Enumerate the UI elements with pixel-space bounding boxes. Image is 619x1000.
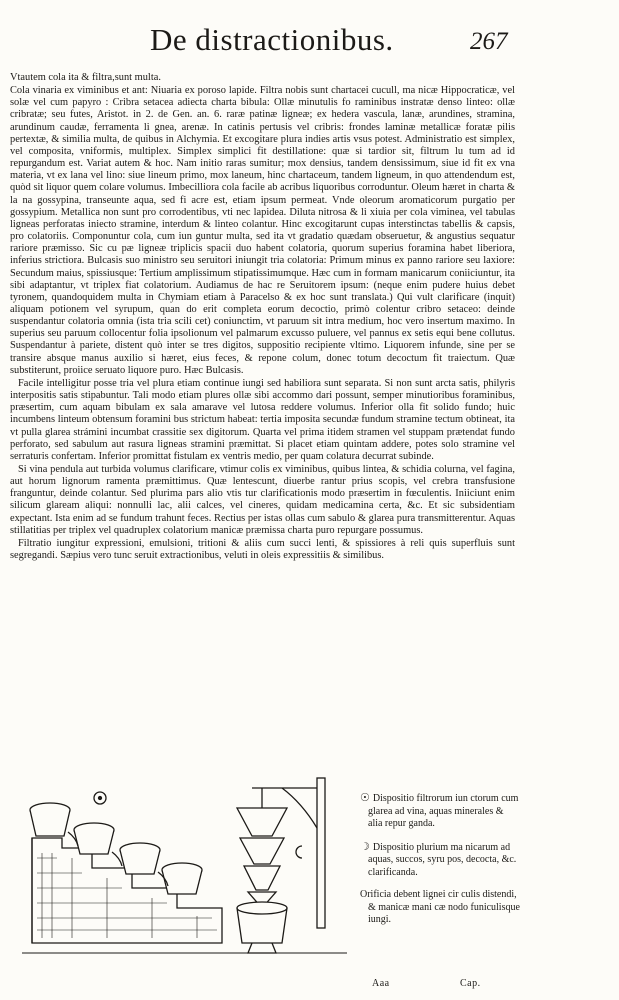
page-number: 267 bbox=[470, 28, 508, 55]
figure-captions bbox=[360, 792, 520, 937]
caption-2 bbox=[360, 841, 520, 880]
caption-1 bbox=[360, 792, 520, 831]
staircase-filter-apparatus bbox=[30, 792, 222, 943]
sun-symbol-icon: ☉ bbox=[360, 792, 370, 804]
moon-symbol-icon: ☽ bbox=[360, 840, 370, 853]
caption-1-text: Dispositio filtrorum iun ctorum cum glarea ad vina, aquas minerales & alia repur ganda. bbox=[368, 793, 519, 829]
body-text bbox=[10, 72, 515, 562]
paragraph-cola: Cola vinaria ex viminibus et ant: Niuaria ex poroso lapide. Filtra nobis sunt chartacei cucull, ma nicæ Hippocraticæ, vel solæ vel cum papyro : Cribra setacea adiecta charta bibula: Ollæ minutulis fo raminibus instratæ denso linteo: ollæ cribratæ; seu futes, Aristot. in 2. de Gen. an. 6. raræ patinæ ligneæ; ex hedera vascula, lanæ, arundines, stramina, arundinum caudæ, ferramenta li gnea, arenæ. In catinis pertusis vel cribris: frondes laminæ metallicæ foratæ pilis pertextæ, & similia multa, de quibus in Alchymia. Et excogitare plura indies artis vsus potest. Administratio est simplex, vel composita, vniformis, multiplex. Simplex simplici fit destillatione: quæ si tardior sit, filtrum lu tum ad id repurgandum est. Variat autem & hoc. Nam initio raras sumitur; mox densius, tandem densissimum, siue id fit ex vna materia, vt ex lana vel lino: siue lineum primo, mox laneum, hinc chartaceum, tandem ligneum, in quo attendendum est, quòd sit liquor quem colare volumus. Imbecilliora cola facile ab acribus liquoribus corroduntur. Oleum hæret in charta & la na gossypina, transeunte aqua, sed fi acre est, etiam ipsum permeat. Vnde oleorum aromaticorum purgatio per gossypium. Metallica non sunt pro corrodentibus, vti nec lapidea. Diluta nitrosa & li xiuia per cola viminea, vel tabulas ligneas perforatas iniecto stramine, interdum & linteo colantur. Hinc excogitarunt cupas interstinctas tabellis & capsis, pro colatoriis. Componuntur cola, cum iun guntur multa, sed ita vt gradatio quædam obseruetur, & angustius sequatur rariore præmisso. Sic cu pæ ligneæ triplicis spacii duo habent colatoria, quorum superius foramina habet liberiora, inferius strictiora. Bulcasis suo ministro seu seruitori iniungit tria colatoria: Primum minus ex panno rariore seu laxiore: Secundum maius, spissiusque: Tertium amplissimum stipatissimumque. Hæc cum in formam manicarum coniiciuntur, ita sibi adaptantur, vt triplex fiat colatorium. Audiamus de hac re Seruitorem ipsum: (neque enim pudere huius debet tyronem, quandoquidem multa in Chymiam etiam à Paracelso & ex hoc sunt translata.) Qui vult clarificare (inquit) aliquam potionem vel syrupum, quan do erit completa eorum decoctio, primò colentur cribro setaceo: deinde suspendantur colatoria omnia (ista tria scili cet) coniunctim, vt paruum sit intra medium, hoc vero insertum maximo. In superius seu paruum collocentur folia ipsolionum vel palmarum excusso puluere, vel pannus ex setis equi bene collutus. Suspendantur à pariete, distent quò inter se tres digitos, suppositio recipiente vltimo. Liquorem infunde, sine per se transire absque manus auxilio si hæret, eius feces, & repone colum, donec totum decoctum fit traiectum. Quæ substiterunt, proiice seruato liquore puro. Hæc Bulcasis. bbox=[10, 85, 515, 376]
paragraph-intro: Vtautem cola ita & filtra,sunt multa. bbox=[10, 72, 161, 83]
paragraph-filtratio: Filtratio iungitur expressioni, emulsioni, tritioni & aliis cum succi lenti, & spissiores à reli quis superfluis sunt segregandi. Sæpius vero tunc seruit extractionibus, veluti in oleis expressitiis & similibus. bbox=[10, 537, 515, 562]
catchword: Cap. bbox=[460, 978, 481, 989]
caption-3 bbox=[360, 889, 520, 927]
running-title: De distractionibus. bbox=[150, 22, 394, 57]
hanging-manica-apparatus bbox=[237, 778, 325, 953]
caption-2-text: Dispositio plurium ma nicarum ad aquas, succos, syru pos, decocta, &c. clarificanda. bbox=[368, 841, 517, 878]
signature-mark: Aaa bbox=[372, 978, 390, 989]
caption-3-text: Orificia debent lignei cir culis distendi, & manicæ mani cæ nodo funiculisque iungi. bbox=[360, 889, 520, 925]
woodcut-filtration-illustration bbox=[12, 758, 352, 958]
paragraph-vina: Si vina pendula aut turbida volumus clarificare, vtimur colis ex viminibus, quibus lintea, & schidia colurna, vel fagina, aut horum lignorum ramenta præmittimus. Quæ lentescunt, diuerbe rantur prius scopis, vel crebra transfusione franguntur, deinde colantur. Sed plurima pars alio vtis tur clarificationis modo præsertim in fœculentis. Iniiciunt enim silicum glaream aliqui: nonnulli lac, alii calces, vel cineres, quidam medicamina certa, &c. Et sic subsidentiam expectant. Ista enim ad se fundum trahunt feces. Rectius per istas ollas cum sabulo & glarea pura transmitterentur. Aquas stillatitias per triplex vel quadruplex colatorium manicæ præmissa charta puro repurgare possumus. bbox=[10, 464, 515, 536]
paragraph-facile: Facile intelligitur posse tria vel plura etiam continue iungi sed habiliora sunt separata. Si non sunt arcta satis, philyris interpositis satis stipabuntur. Tali modo etiam plures ollæ sibi accommo dari possunt, semper minutioribus foraminibus, præsertim, cum aquam bibulam ex sala amarave vel lutosa reddere volumus. Inferior olla fit solido fundo; huic incumbens linteum obtensum foramini bus strictum habeat: tertia imposita secundæ fundum stramine tectum obtineat, ita vt pulla glarea strámini incumbat crassitie sex digitorum. Quarta vel prima itidem stramen vel stuppam prætendat fundo perforato, sed sabulum aut rasura ligneas stramini præmittat. Si placet etiam quintam addere, potes solo stramine vel serraturis confertam. Inferior promittat fistulam ex ventris medio, per quam colatura decurrat subinde. bbox=[10, 377, 515, 462]
